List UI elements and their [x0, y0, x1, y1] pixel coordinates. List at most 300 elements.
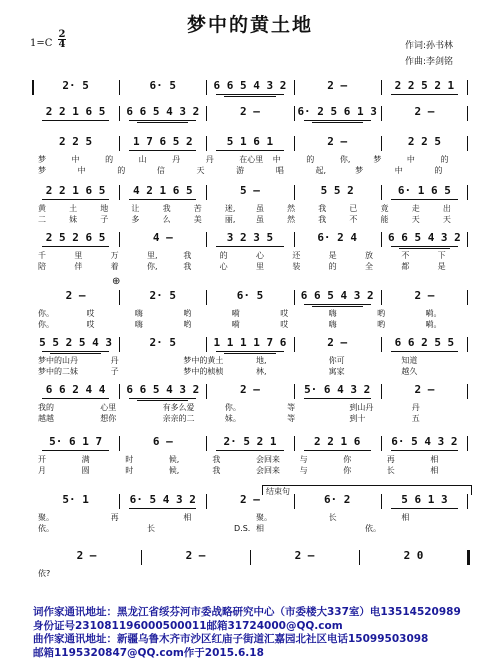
staff-line [32, 288, 468, 306]
measure [297, 134, 378, 152]
barline [467, 185, 468, 200]
measure-notes: 2 2 1 6 5 [45, 184, 106, 197]
score-system-3 [32, 134, 468, 174]
lyric-syllable: 伴 [74, 262, 83, 271]
beam-line [304, 120, 371, 121]
beam-line [129, 199, 196, 200]
measure [122, 288, 203, 306]
barline [119, 436, 120, 451]
lyric-line-2 [32, 214, 468, 225]
lyric-syllable: 里 [256, 262, 264, 271]
lyric-line-2 [32, 319, 468, 330]
key-signature: 1=C [30, 38, 53, 49]
lyric-line-1 [32, 203, 468, 214]
lyric-syllable: 寓家 [328, 367, 345, 376]
measure-notes: 6· 2 [323, 493, 351, 506]
measure-notes: 2 – [240, 493, 260, 506]
lyric-syllable: 丹 [205, 155, 214, 164]
barline [381, 290, 382, 305]
lyric-syllable: 亲亲的二 [162, 414, 195, 423]
measure-notes: 6· 1 6 5 [397, 184, 451, 197]
double-beam-line [137, 400, 188, 401]
lyric-syllable: 开 [38, 455, 46, 464]
lyric-syllable: 的 [105, 155, 114, 164]
measure [35, 288, 116, 306]
barline [119, 185, 120, 200]
measure [35, 548, 138, 566]
lyric-syllable: 然 [287, 204, 296, 213]
lyric-syllable: 聚。 [38, 513, 54, 522]
lyric-syllable: 的 [219, 251, 228, 260]
measure [362, 548, 465, 566]
lyric-line-2 [32, 366, 468, 377]
measure-notes: 5 6 1 3 [401, 493, 448, 506]
lyric-syllable: 装 [292, 262, 301, 271]
lyric-syllable: 与 [299, 466, 308, 475]
beam-line [216, 450, 283, 451]
lyric-line-2 [32, 465, 468, 476]
staff-line [32, 78, 468, 96]
footer-composer-contact: 邮箱1195320847@QQ.com作于2015.6.18 [33, 647, 264, 659]
measure-notes: 6 6 5 4 3 2 [387, 231, 461, 244]
measure-notes: 3 2 3 5 [226, 231, 274, 244]
lyric-syllable: 梦 [38, 155, 46, 164]
composer-credit: 作曲:李剑铭 [405, 57, 454, 67]
measure [384, 288, 465, 306]
score-system-5 [32, 230, 468, 270]
lyric-syllable: 你, [339, 155, 351, 164]
lyric-syllable: 丽, [224, 215, 236, 224]
barline [294, 290, 295, 305]
measure [209, 382, 290, 400]
lyric-syllable: 嗨 [134, 309, 143, 318]
lyric-syllable: 长 [328, 513, 337, 522]
lyric-line-1 [32, 568, 468, 579]
lyric-syllable: 地 [100, 204, 109, 213]
lyric-syllable: 长 [147, 524, 155, 533]
lyric-syllable: 嗨 [328, 320, 337, 329]
measure-notes: 2· 5 2 1 [223, 435, 277, 448]
staff-line [32, 434, 468, 452]
lyric-syllable: 嗬。 [425, 320, 442, 329]
barline [119, 337, 120, 352]
measure-notes: 2 2 5 2 1 [394, 79, 455, 92]
lyric-syllable: 满 [81, 455, 90, 464]
barline [359, 550, 360, 565]
lyric-syllable: 苦 [193, 204, 202, 213]
lyric-syllable: 中 [406, 155, 415, 164]
double-beam-line [312, 122, 363, 123]
measure-notes: 6· 5 [149, 79, 177, 92]
lyric-syllable: 五 [411, 414, 420, 423]
barline [294, 436, 295, 451]
lyric-syllable: 还 [292, 251, 301, 260]
lyric-syllable: 山 [138, 155, 147, 164]
measure [253, 548, 356, 566]
lyric-syllable: 中 [394, 166, 403, 175]
barline [294, 185, 295, 200]
measure-notes: 5 – [240, 184, 260, 197]
measure [297, 230, 378, 248]
staff-line [32, 183, 468, 201]
lyric-syllable: 哟 [377, 320, 386, 329]
lyric-syllable: 信 [156, 166, 165, 175]
lyric-syllable: 候, [168, 455, 180, 464]
measure-notes: 2 5 2 6 5 [45, 231, 106, 244]
lyric-syllable: 里 [74, 251, 83, 260]
measure-notes: 2 – [294, 549, 315, 562]
lyric-syllable: 的 [328, 262, 337, 271]
beam-line [42, 199, 109, 200]
measure-notes: 2 2 1 6 5 [45, 105, 106, 118]
barline [250, 550, 251, 565]
lyric-syllable: 相 [256, 524, 264, 533]
measure-notes: 4 2 1 6 5 [132, 184, 193, 197]
barline [206, 106, 207, 121]
lyric-line-2 [32, 165, 468, 176]
barline [467, 384, 468, 399]
measure [297, 335, 378, 353]
beam-line [304, 304, 371, 305]
beam-line [304, 398, 371, 399]
measure-notes: 5· 6 4 3 2 [304, 383, 371, 396]
measure [297, 183, 378, 201]
lyric-syllable: 梦中的桢桢 [183, 367, 224, 376]
measure-notes: 6 6 2 4 4 [45, 383, 106, 396]
score-system-7 [32, 335, 468, 375]
lyric-syllable: 梦 [355, 166, 364, 175]
barline [119, 290, 120, 305]
lyric-syllable: 相 [430, 455, 439, 464]
measure-notes: 5 5 2 [320, 184, 354, 197]
lyric-syllable: 天 [196, 166, 205, 175]
beam-line [391, 450, 458, 451]
score-system-9 [32, 434, 468, 474]
barline [467, 494, 468, 509]
lyric-syllable: 迷, [224, 204, 236, 213]
lyric-syllable: 会回来 [256, 455, 280, 464]
barline [467, 106, 468, 121]
lyric-syllable: 依? [38, 569, 51, 578]
barline [119, 494, 120, 509]
barline [119, 232, 120, 247]
barline [119, 106, 120, 121]
staff-line [32, 548, 468, 566]
beam-line [129, 120, 196, 121]
barline [381, 384, 382, 399]
score-system-8 [32, 382, 468, 422]
lyric-syllable: 的 [440, 155, 449, 164]
lyric-syllable: 的 [434, 166, 443, 175]
lyric-syllable: 你, [147, 262, 158, 271]
measure-notes: 1 7 6 5 2 [132, 135, 193, 148]
lyric-syllable: 知道 [401, 356, 418, 365]
lyric-syllable: 我的 [38, 403, 54, 412]
lyric-syllable: 的 [117, 166, 126, 175]
lyric-syllable: 你可 [328, 356, 345, 365]
lyric-syllable: 与 [299, 455, 308, 464]
lyric-syllable: 在心里 [239, 155, 264, 164]
lyric-syllable: 越久 [401, 367, 418, 376]
measure-notes: 5· 1 [62, 493, 89, 506]
lyric-syllable: 心 [256, 251, 264, 260]
lyric-syllable: 竟 [380, 204, 389, 213]
measure-notes: 2 2 5 [59, 135, 93, 148]
measure-notes: 2· 5 [149, 336, 177, 349]
lyric-syllable: 让 [131, 204, 140, 213]
lyric-syllable: 地, [256, 356, 267, 365]
measure [122, 434, 203, 452]
lyric-syllable: 时 [125, 455, 134, 464]
lyric-syllable: 哎 [280, 320, 289, 329]
measure-notes: 2 – [65, 289, 86, 302]
lyric-syllable: 不 [349, 215, 358, 224]
lyric-syllable: 你。 [38, 320, 54, 329]
lyric-syllable: 梦 [373, 155, 382, 164]
lyric-line-2 [32, 261, 468, 272]
lyric-syllable: 梦中的二妹 [38, 367, 78, 376]
barline [206, 384, 207, 399]
measure-notes: 6 6 5 4 3 2 [213, 79, 287, 92]
measure-notes: 2 – [414, 105, 435, 118]
lyric-syllable: 么 [162, 215, 171, 224]
barline [467, 436, 468, 451]
measure-notes: 6 – [152, 435, 173, 448]
meter-bottom: 4 [58, 39, 66, 50]
beam-line [391, 246, 458, 247]
barline [206, 290, 207, 305]
barline [206, 80, 207, 95]
lyric-syllable: 有多么爱 [162, 403, 195, 412]
measure [297, 78, 378, 96]
lyric-syllable: 依。 [38, 524, 54, 533]
lyric-syllable: 我 [183, 251, 192, 260]
lyric-syllable: 哟 [377, 309, 386, 318]
barline [206, 494, 207, 509]
score-system-11 [32, 548, 468, 588]
measure [122, 335, 203, 353]
measure-notes: 2 – [240, 105, 260, 118]
footer-lyricist-contact: 身份证号231081196000500011邮箱31724000@QQ.com [33, 620, 343, 632]
measure [122, 230, 203, 248]
lyric-syllable: 嗬 [231, 320, 240, 329]
lyric-syllable: 美 [193, 215, 202, 224]
lyric-syllable: 等 [287, 414, 296, 423]
measure-notes: 5 1 6 1 [226, 135, 274, 148]
measure [35, 134, 116, 152]
beam-line [42, 351, 109, 352]
lyric-syllable: 下 [437, 251, 446, 260]
lyric-syllable: 哎 [86, 309, 95, 318]
lyric-syllable: 中 [71, 155, 80, 164]
measure-notes: 5· 6 1 7 [49, 435, 103, 448]
lyric-syllable: 嗬 [231, 309, 240, 318]
lyric-syllable: 走 [411, 204, 420, 213]
lyric-syllable: 多 [131, 215, 140, 224]
lyric-syllable: 二 [38, 215, 46, 224]
lyric-syllable: 哟 [183, 309, 192, 318]
lyricist-credit: 作词:孙书林 [405, 41, 454, 51]
lyric-syllable: 丹 [172, 155, 181, 164]
beam-line [216, 351, 283, 352]
measure-notes: 2 0 [403, 549, 424, 562]
beam-line [129, 150, 196, 151]
barline [294, 384, 295, 399]
measure-notes: 2 – [185, 549, 206, 562]
barline [119, 384, 120, 399]
lyric-syllable: 相 [430, 466, 439, 475]
staff-line [32, 335, 468, 353]
lyric-syllable: 唱 [275, 166, 284, 175]
barline [141, 550, 142, 565]
lyric-syllable: 中 [272, 155, 281, 164]
lyric-syllable: 嗨 [134, 320, 143, 329]
lyric-syllable: 你。 [38, 309, 54, 318]
barline [467, 290, 468, 305]
staff-line [32, 134, 468, 152]
measure-notes: 6· 2 5 6 1 3 [297, 105, 377, 118]
barline [206, 337, 207, 352]
lyric-syllable: 中 [77, 166, 86, 175]
beam-line [42, 398, 109, 399]
lyric-syllable: 万 [110, 251, 119, 260]
measure [209, 183, 290, 201]
lyric-syllable: 我 [183, 262, 192, 271]
double-beam-line [224, 96, 275, 97]
lyric-syllable: 时 [125, 466, 134, 475]
lyric-syllable: 长 [386, 466, 395, 475]
measure [122, 78, 203, 96]
lyric-syllable: 丹 [110, 356, 119, 365]
lyric-syllable: 想你 [100, 414, 117, 423]
lyric-syllable: 心 [219, 262, 228, 271]
beam-line [216, 150, 283, 151]
beam-line [304, 450, 371, 451]
lyric-syllable: 然 [287, 215, 296, 224]
beam-line [42, 120, 109, 121]
lyric-syllable: 我 [318, 204, 327, 213]
double-beam-line [312, 306, 363, 307]
dal-segno-mark: D.S. [234, 524, 251, 533]
barline [381, 185, 382, 200]
measure-notes: 2 2 5 [407, 135, 441, 148]
barline [294, 337, 295, 352]
score-system-4 [32, 183, 468, 223]
barline [467, 136, 468, 151]
lyric-syllable: 梦 [38, 166, 46, 175]
ending-label: 结束句 [266, 487, 290, 496]
lyric-syllable: 你 [343, 466, 352, 475]
lyric-syllable: 已 [349, 204, 358, 213]
lyric-syllable: 虽 [256, 204, 264, 213]
lyric-syllable: 我 [212, 455, 221, 464]
lyric-syllable: 子 [110, 367, 119, 376]
measure-notes: 2 2 1 6 [314, 435, 361, 448]
beam-line [391, 351, 458, 352]
barline [381, 232, 382, 247]
measure [209, 288, 290, 306]
lyric-syllable: 黄 [38, 204, 46, 213]
score-system-6 [32, 288, 468, 328]
staff-line [32, 104, 468, 122]
meter-top: 2 [58, 29, 66, 40]
lyric-syllable: 都 [401, 262, 410, 271]
measure-notes: 6· 2 4 [317, 231, 358, 244]
beam-line [391, 94, 458, 95]
measure-notes: 1 1 1 1 7 6 [213, 336, 287, 349]
measure [35, 78, 116, 96]
barline [206, 136, 207, 151]
measure [35, 492, 116, 510]
barline [119, 136, 120, 151]
barline [467, 550, 470, 565]
lyric-syllable: 你 [343, 455, 352, 464]
lyric-syllable: 相 [401, 513, 410, 522]
beam-line [391, 199, 458, 200]
lyric-syllable: 妹。 [224, 414, 241, 423]
barline [467, 337, 468, 352]
lyric-syllable: 是 [328, 251, 337, 260]
lyric-syllable: 天 [411, 215, 420, 224]
measure-notes: 6· 5 [236, 289, 264, 302]
lyric-syllable: 哎 [280, 309, 289, 318]
barline [206, 436, 207, 451]
lyric-syllable: 出 [442, 204, 451, 213]
measure-notes: 2 – [414, 383, 435, 396]
barline [381, 106, 382, 121]
measure [144, 548, 247, 566]
lyric-syllable: 丹 [411, 403, 420, 412]
barline [381, 436, 382, 451]
lyric-syllable: 起, [315, 166, 326, 175]
measure [384, 134, 465, 152]
lyric-syllable: 游 [236, 166, 245, 175]
measure-notes: 6 6 2 5 5 [394, 336, 455, 349]
lyric-line-2 [32, 413, 468, 424]
lyric-line-1 [32, 355, 468, 366]
double-beam-line [137, 122, 188, 123]
lyric-syllable: 会回来 [256, 466, 280, 475]
coda-sign: ⊕ [112, 276, 121, 287]
measure-notes: 6 6 5 4 3 2 [126, 105, 200, 118]
lyric-syllable: 千 [38, 251, 46, 260]
barline [381, 337, 382, 352]
lyric-syllable: 土 [69, 204, 78, 213]
lyric-syllable: 我 [318, 215, 327, 224]
beam-line [129, 508, 196, 509]
lyric-syllable: 不 [401, 251, 410, 260]
lyric-syllable: 再 [110, 513, 119, 522]
measure-notes: 2· 5 [149, 289, 177, 302]
footer-composer-address: 曲作家通讯地址：新疆乌鲁木齐市沙区红庙子街道汇嘉园北社区电话15099503098 [33, 633, 429, 645]
lyric-syllable: 再 [386, 455, 395, 464]
measure-notes: 6· 5 4 3 2 [129, 493, 196, 506]
lyric-syllable: 圆 [81, 466, 90, 475]
lyric-syllable: 梦中的黄土 [183, 356, 224, 365]
lyric-syllable: 天 [442, 215, 451, 224]
double-beam-line [399, 248, 450, 249]
lyric-line-1 [32, 154, 468, 165]
barline [381, 136, 382, 151]
measure [384, 104, 465, 122]
measure-notes: 4 – [152, 231, 173, 244]
double-beam-line [50, 353, 101, 354]
lyric-syllable: 相 [183, 513, 192, 522]
lyric-syllable: 子 [100, 215, 109, 224]
barline [381, 494, 382, 509]
measure-notes: 2 – [327, 135, 348, 148]
beam-line [42, 246, 109, 247]
